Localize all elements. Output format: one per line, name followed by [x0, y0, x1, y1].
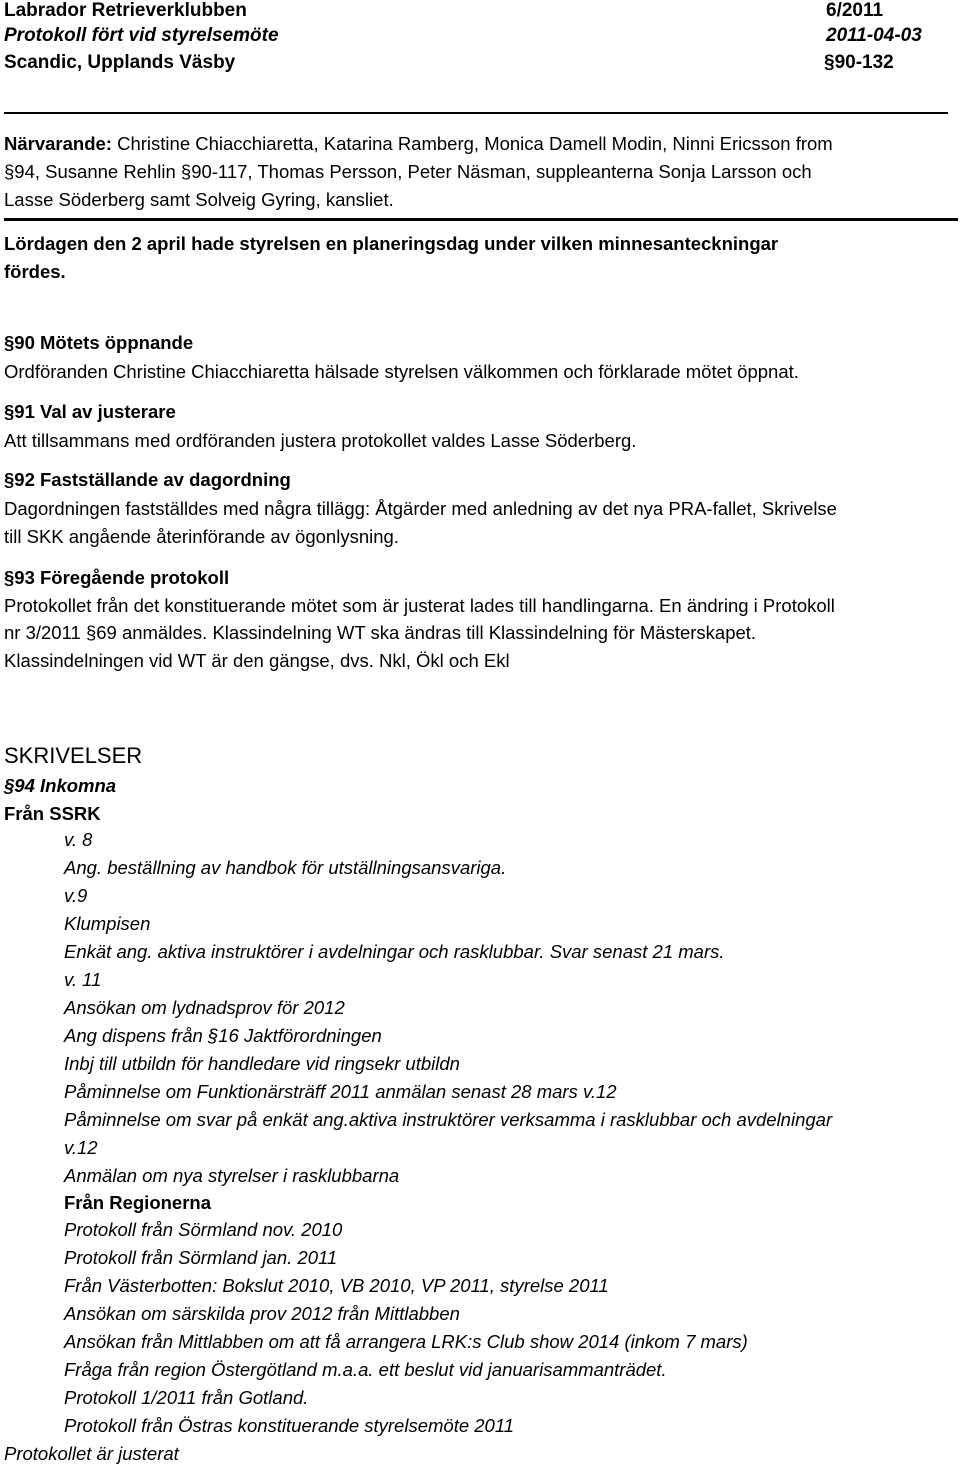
ssrk-items-list [64, 826, 832, 1190]
region-items-list [64, 1216, 748, 1440]
list-item: Påminnelse om svar på enkät ang.aktiva instruktörer verksamma i rasklubbar och avdelningar [64, 1109, 833, 1130]
from-ssrk-heading: Från SSRK [4, 803, 101, 824]
skrivelser-heading: SKRIVELSER [4, 743, 143, 768]
list-item: Protokoll från Östras konstituerande styrelsemöte 2011 [64, 1415, 515, 1436]
section-93-heading: §93 Föregående protokoll [4, 567, 230, 588]
footer-note: Protokollet är justerat [4, 1443, 179, 1464]
list-item: Anmälan om nya styrelser i rasklubbarna [64, 1165, 400, 1186]
list-item: Ang dispens från §16 Jaktförordningen [64, 1025, 382, 1046]
planning-line-1: Lördagen den 2 april hade styrelsen en planeringsdag under vilken minnesanteckningar [4, 233, 779, 254]
section-90-text: Ordföranden Christine Chiacchiaretta hälsade styrelsen välkommen och förklarade mötet öppnat. [4, 361, 799, 382]
attendance-line-1 [4, 133, 833, 155]
list-item: Ang. beställning av handbok för utställningsansvariga. [64, 857, 507, 878]
list-item: v. 11 [64, 969, 102, 990]
section-93-line-2: nr 3/2011 §69 anmäldes. Klassindelning WT ska ändras till Klassindelning för Mästerskapet. [4, 622, 757, 643]
attendance-text-1: Christine Chiacchiaretta, Katarina Ramberg, Monica Damell Modin, Ninni Ericsson from [111, 133, 833, 154]
list-item: Påminnelse om Funktionärsträff 2011 anmälan senast 28 mars v.12 [64, 1081, 617, 1102]
meeting-place: Scandic, Upplands Väsby [4, 52, 236, 73]
header-rule [4, 112, 948, 114]
list-item: v. 8 [64, 829, 93, 850]
list-item: Ansökan från Mittlabben om att få arrangera LRK:s Club show 2014 (inkom 7 mars) [64, 1331, 748, 1352]
list-item: v.12 [64, 1137, 98, 1158]
section-90-heading: §90 Mötets öppnande [4, 332, 194, 353]
list-item: Från Västerbotten: Bokslut 2010, VB 2010, VP 2011, styrelse 2011 [64, 1275, 609, 1296]
list-item: Klumpisen [64, 913, 151, 934]
section-92-line-2: till SKK angående återinförande av ögonlysning. [4, 526, 399, 547]
from-regions-heading: Från Regionerna [64, 1192, 211, 1213]
section-92-heading: §92 Fastställande av dagordning [4, 469, 291, 490]
attendance-rule [4, 218, 958, 221]
attendance-label: Närvarande: [4, 133, 112, 154]
section-93-line-3: Klassindelningen vid WT är den gängse, dvs. Nkl, Ökl och Ekl [4, 650, 510, 671]
section-range: §90-132 [824, 52, 894, 73]
attendance-line-2: §94, Susanne Rehlin §90-117, Thomas Persson, Peter Näsman, suppleanterna Sonja Larsson och [4, 161, 812, 182]
protocol-number: 6/2011 [826, 0, 884, 21]
planning-line-2: fördes. [4, 261, 66, 282]
meeting-date: 2011-04-03 [826, 25, 922, 46]
org-name: Labrador Retrieverklubben [4, 0, 247, 21]
section-94-heading: §94 Inkomna [4, 775, 117, 796]
list-item: Ansökan om lydnadsprov för 2012 [64, 997, 345, 1018]
section-93-line-1: Protokollet från det konstituerande mötet som är justerat lades till handlingarna. En ändring i Protokoll [4, 595, 835, 616]
list-item: Protokoll från Sörmland nov. 2010 [64, 1219, 343, 1240]
section-92-line-1: Dagordningen fastställdes med några tillägg: Åtgärder med anledning av det nya PRA-fallet, Skrivelse [4, 498, 837, 519]
list-item: Fråga från region Östergötland m.a.a. ett beslut vid januarisammanträdet. [64, 1359, 667, 1380]
list-item: Protokoll 1/2011 från Gotland. [64, 1387, 309, 1408]
protocol-title: Protokoll fört vid styrelsemöte [4, 25, 279, 46]
list-item: Protokoll från Sörmland jan. 2011 [64, 1247, 338, 1268]
list-item: v.9 [64, 885, 88, 906]
list-item: Enkät ang. aktiva instruktörer i avdelningar och rasklubbar. Svar senast 21 mars. [64, 941, 725, 962]
section-91-heading: §91 Val av justerare [4, 401, 176, 422]
section-91-text: Att tillsammans med ordföranden justera protokollet valdes Lasse Söderberg. [4, 430, 637, 451]
list-item: Inbj till utbildn för handledare vid ringsekr utbildn [64, 1053, 460, 1074]
list-item: Ansökan om särskilda prov 2012 från Mittlabben [64, 1303, 460, 1324]
attendance-line-3: Lasse Söderberg samt Solveig Gyring, kansliet. [4, 189, 394, 210]
